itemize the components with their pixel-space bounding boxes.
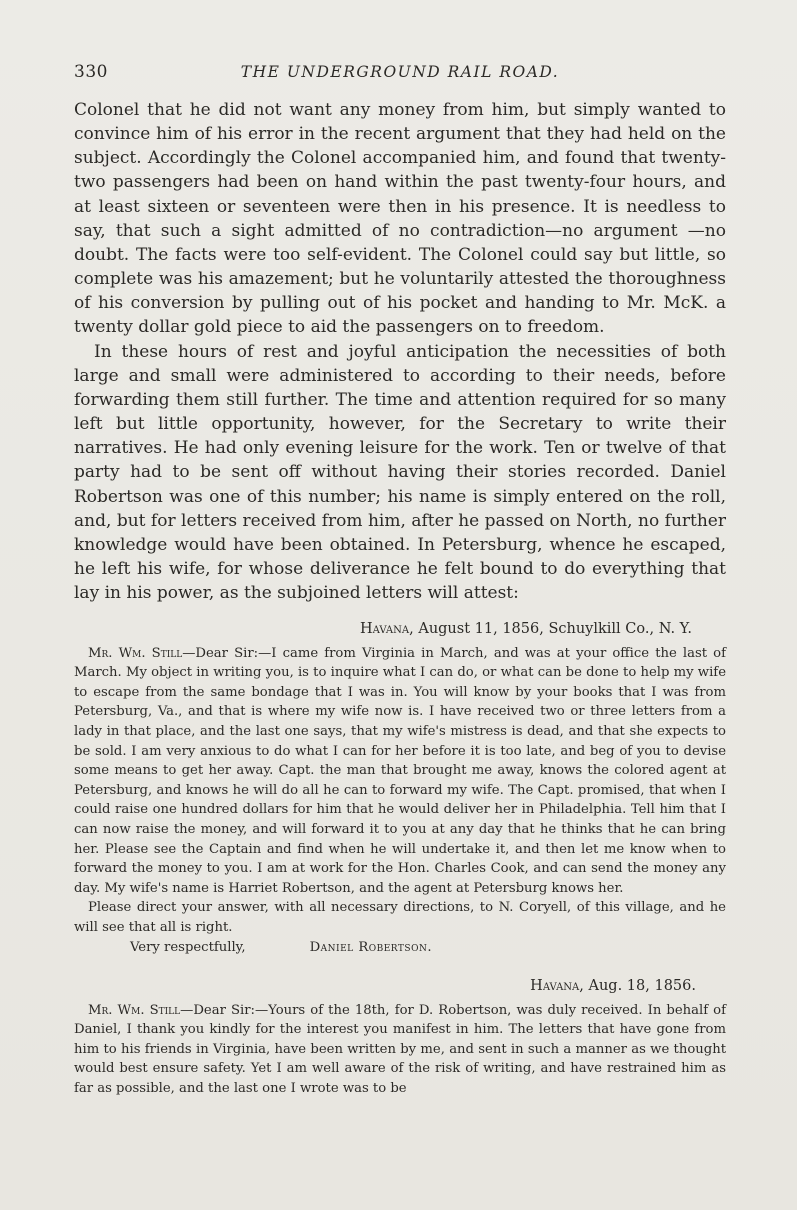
letter-2-place: Havana [530,978,580,995]
letter-1-closing: Very respectfully, [130,939,246,955]
letter-1-dateline [74,620,726,640]
letters-section [74,620,726,1099]
letter-1-salutation: Mr. Wm. Still [88,645,183,661]
letter-1-place: Havana [360,621,410,637]
letter-2-dateline [74,977,726,997]
page-header [74,62,726,86]
paragraph-continued: Colonel that he did not want any money from him, but simply wanted to convince him of his error in the recent argument that they had held on the subject. Accordingly the Colonel accompanied him, and found that twenty-two passengers had been on hand within the past twenty-four hours, and at least sixteen or seventeen were then in his presence. It is needless to say, that such a sight admitted of no contradiction—no argument —no doubt. The facts were too self-evident. The Colonel could say but little, so complete was his amazement; but he voluntarily attested the thoroughness of his conversion by pulling out of his pocket and handing to Mr. McK. a twenty dollar gold piece to aid the passengers on to freedom. [74,100,726,338]
letter-2-date: , Aug. 18, 1856. [579,978,696,995]
letter-1-postscript: Please direct your answer, with all necessary directions, to N. Coryell, of this village, and he will see that all is right. [74,900,726,935]
letter-1-signature: Daniel Robertson. [309,939,433,955]
letter-1-date: , August 11, 1856, Schuylkill Co., N. Y. [409,621,692,637]
letter-1-text: —Dear Sir:—I came from Virginia in March, and was at your office the last of March. My object in writing you, is to inquire what I can do, or what can be done to help my wife to escape from the same bondage that I was in. You will know by your books that I was from Petersburg, Va., and that is where my wife now is. I have received two or three letters from a lady in that place, and the last one says, that my wife's mistress is dead, and that she expects to be sold. I am very anxious to do what I can for her before it is too late, and beg of you to devise some means to get her away. Capt. the man that brought me away, knows the colored agent at Petersburg, and knows he will do all he can to forward my wife. The Capt. promised, that when I could raise one hundred dollars for him that he would deliver her in Philadelphia. Tell him that I can now raise the money, and will forward it to you at any day that he thinks that he can bring her. Please see the Captain and find when he will undertake it, and then let me know when to forward the money to you. I am at work for the Hon. Charles Cook, and can send the money any day. My wife's name is Harriet Robertson, and the agent at Petersburg knows her. [74,645,726,896]
letter-1-signoff [74,938,726,958]
letter-2-body [74,1001,726,1099]
body-text [74,98,726,605]
page-number: 330 [74,62,108,82]
letter-1-body [74,644,726,899]
letter-2-salutation: Mr. Wm. Still [88,1002,181,1018]
letter-2-text: —Dear Sir:—Yours of the 18th, for D. Robertson, was duly received. In behalf of Daniel, I thank you kindly for the interest you manifest in him. The letters that have gone from him to his friends in Virginia, have been written by me, and sent in such a manner as we thought would best ensure safety. Yet I am well aware of the risk of writing, and have restrained him as far as possible, and the last one I wrote was to be [74,1002,726,1097]
paragraph: In these hours of rest and joyful anticipation the necessities of both large and small were administered to according to their needs, before forwarding them still further. The time and attention required for so many left but little opportunity, however, for the Secretary to write their narratives. He had only evening leisure for the work. Ten or twelve of that party had to be sent off without having their stories recorded. Daniel Robertson was one of this number; his name is simply entered on the roll, and, but for letters received from him, after he passed on North, no further knowledge would have been obtained. In Petersburg, whence he escaped, he left his wife, for whose deliverance he felt bound to do everything that lay in his power, as the subjoined letters will attest: [74,341,726,604]
running-head: THE UNDERGROUND RAIL ROAD. [240,63,560,81]
